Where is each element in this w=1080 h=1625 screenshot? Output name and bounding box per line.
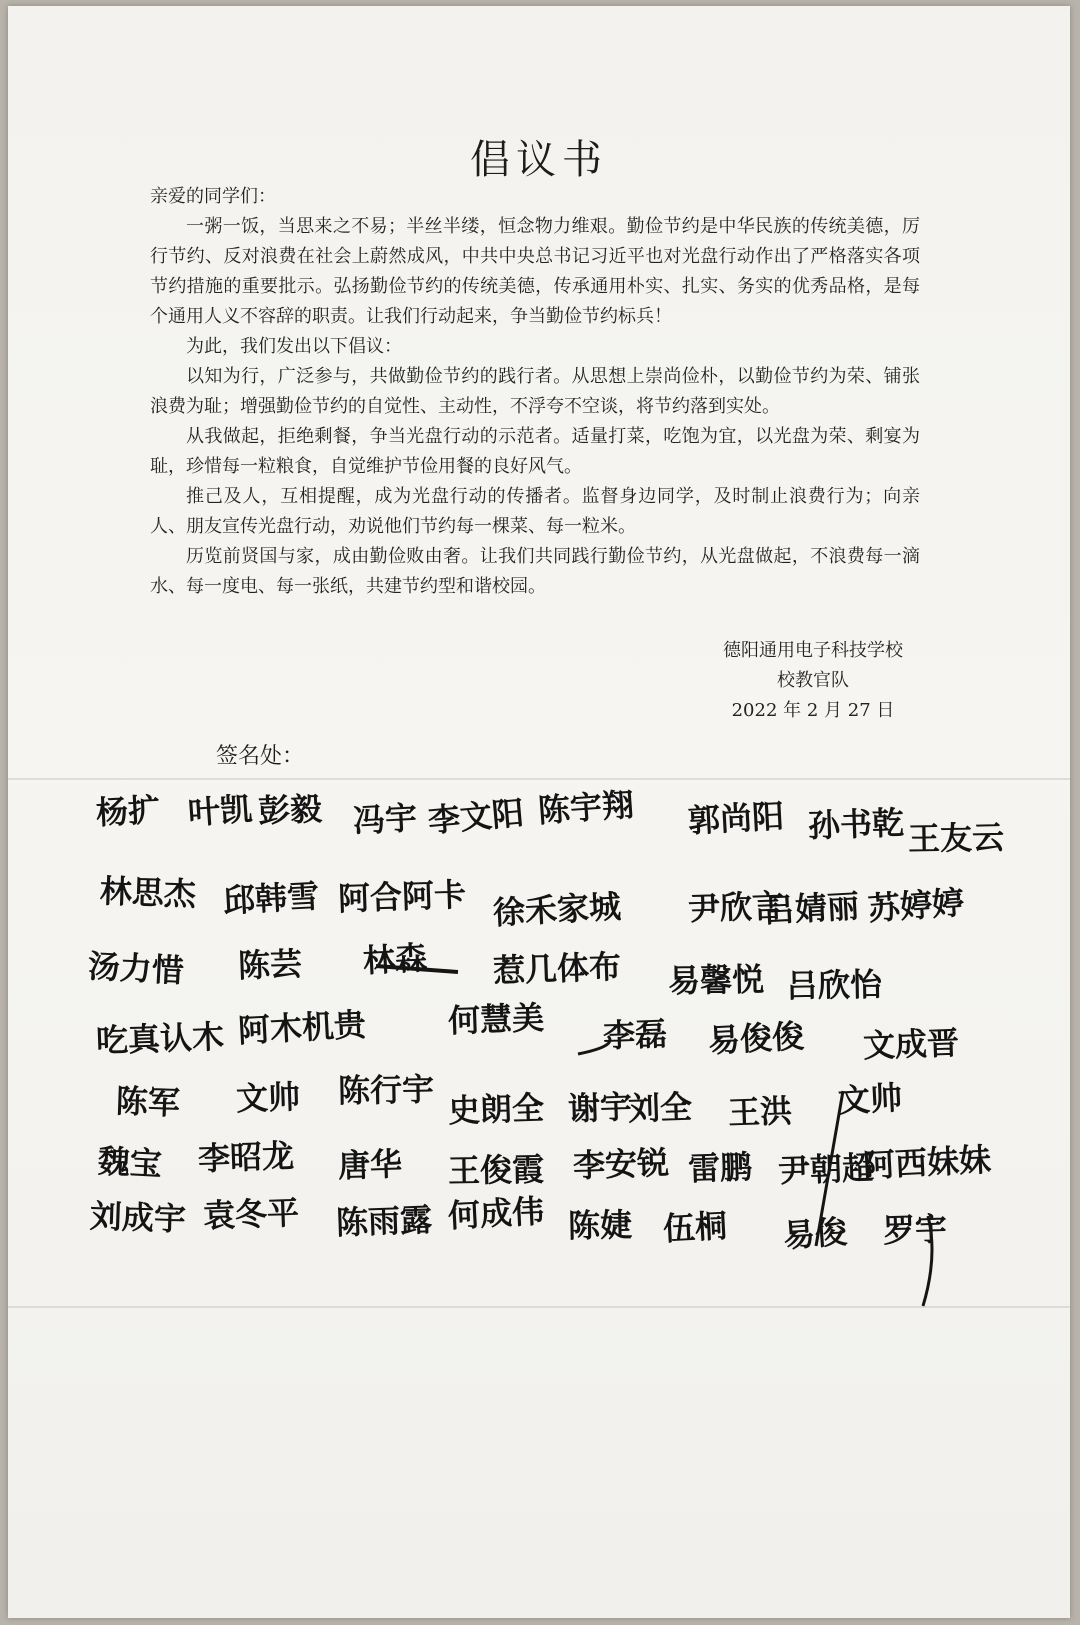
handwritten-signature: 汤力惜 <box>86 947 185 990</box>
issue-date: 2022 年 2 月 27 日 <box>731 700 895 721</box>
handwritten-signature: 王友云 <box>907 818 1005 858</box>
paragraph: 以知为行，广泛参与，共做勤俭节约的践行者。从思想上崇尚俭朴，以勤俭节约为荣、铺张浪费为耻；增强勤俭节约的自觉性、主动性，不浮夸不空谈，将节约落到实处。 <box>150 366 920 417</box>
handwritten-signature: 何成伟 <box>447 1191 545 1235</box>
handwritten-signature: 陈芸 <box>237 944 303 985</box>
paragraph: 从我做起，拒绝剩餐，争当光盘行动的示范者。适量打菜，吃饱为宜，以光盘为荣、剩宴为耻，珍惜每一粒粮食，自觉维护节俭用餐的良好风气。 <box>150 426 920 477</box>
paragraph: 一粥一饭，当思来之不易；半丝半缕，恒念物力维艰。勤俭节约是中华民族的传统美德，厉行节约、反对浪费在社会上蔚然成风，中共中央总书记习近平也对光盘行动作出了严格落实各项节约措施的重要批示。弘扬勤俭节约的传统美德，传承通用朴实、扎实、务实的优秀品格，是每个通用人义不容辞的职责。让我们行动起来，争当勤俭节约标兵！ <box>150 216 920 327</box>
handwritten-signature: 易俊 <box>781 1212 849 1255</box>
handwritten-signature: 魏宝 <box>96 1142 163 1184</box>
handwritten-signature: 林森 <box>362 938 429 980</box>
handwritten-signature: 刘成宇 <box>89 1197 187 1239</box>
signature-label: 签名处： <box>216 744 305 769</box>
handwritten-signature: 王俊霞 <box>447 1150 545 1190</box>
handwritten-signature: 陈军 <box>115 1082 181 1123</box>
handwritten-signature: 陈婕 <box>567 1205 633 1245</box>
handwritten-signature: 阿合阿卡 <box>337 875 467 918</box>
handwritten-signature: 吃真认木 <box>95 1017 225 1060</box>
handwritten-signature: 阿西妹妹 <box>862 1140 992 1185</box>
paragraph: 为此，我们发出以下倡议： <box>186 336 402 357</box>
handwritten-signature: 阿木机贵 <box>237 1005 367 1050</box>
document-page <box>8 6 1070 1618</box>
issuer-department: 校教官队 <box>777 670 849 691</box>
handwritten-signature: 易俊俊 <box>707 1016 805 1060</box>
handwritten-signature: 彭毅 <box>257 789 323 830</box>
handwritten-signature: 袁冬平 <box>202 1193 300 1235</box>
handwritten-signature: 雷鹏 <box>687 1147 753 1188</box>
pen-strokes <box>8 6 1070 1618</box>
handwritten-signature: 吕欣怡 <box>785 965 883 1005</box>
handwritten-signature: 唐华 <box>337 1144 403 1185</box>
handwritten-signature: 冯宇 <box>352 798 419 840</box>
handwritten-signature: 李安锐 <box>572 1143 670 1185</box>
handwritten-signature: 陈雨露 <box>335 1200 433 1242</box>
handwritten-signature: 郭尚阳 <box>687 796 785 840</box>
handwritten-signature: 刘全 <box>627 1087 693 1128</box>
handwritten-signature: 林思杰 <box>99 872 197 914</box>
handwritten-signature: 叶凯 <box>186 789 254 832</box>
paragraph: 历览前贤国与家，成由勤俭败由奢。让我们共同践行勤俭节约，从光盘做起，不浪费每一滴水、每一度电、每一张纸，共建节约型和谐校园。 <box>150 546 920 597</box>
handwritten-signature: 伍桐 <box>662 1206 729 1248</box>
handwritten-signature: 陈宇翔 <box>536 785 636 830</box>
handwritten-signature: 孙书乾 <box>807 803 905 845</box>
handwritten-signature: 罗宇 <box>882 1209 948 1250</box>
handwritten-signature: 杨扩 <box>95 790 162 832</box>
issuer-name: 德阳通用电子科技学校 <box>723 640 903 661</box>
handwritten-signature: 谢宇 <box>567 1087 633 1128</box>
handwritten-signature: 尹欣言 <box>687 886 785 928</box>
handwritten-signature: 徐禾家城 <box>492 887 622 932</box>
greeting: 亲爱的同学们： <box>150 186 276 207</box>
handwritten-signature: 何慧美 <box>447 998 545 1040</box>
handwritten-signature: 文帅 <box>235 1077 301 1118</box>
paragraph: 推己及人，互相提醒，成为光盘行动的传播者。监督身边同学，及时制止浪费行为；向亲人、朋友宣传光盘行动，劝说他们节约每一棵菜、每一粒米。 <box>150 486 920 537</box>
handwritten-signature: 吕婧丽 <box>762 886 860 930</box>
handwritten-signature: 李昭龙 <box>197 1136 295 1178</box>
handwritten-signature: 苏婷婷 <box>866 883 966 928</box>
handwritten-signature: 文成晋 <box>862 1023 960 1065</box>
handwritten-signature: 邱韩雪 <box>222 876 320 920</box>
handwritten-signature: 尹朝超 <box>777 1148 875 1190</box>
handwritten-signature: 文帅 <box>837 1078 904 1120</box>
handwritten-signature: 易馨悦 <box>667 960 765 1000</box>
handwritten-signature: 史朗全 <box>447 1088 545 1130</box>
document-title: 倡议书 <box>470 137 608 183</box>
handwritten-signature: 李磊 <box>602 1014 668 1055</box>
handwritten-signature: 陈行宇 <box>337 1070 435 1110</box>
handwritten-signature: 惹几体布 <box>492 947 622 990</box>
handwritten-signature: 王洪 <box>727 1091 793 1132</box>
handwritten-signature: 李文阳 <box>426 793 526 840</box>
